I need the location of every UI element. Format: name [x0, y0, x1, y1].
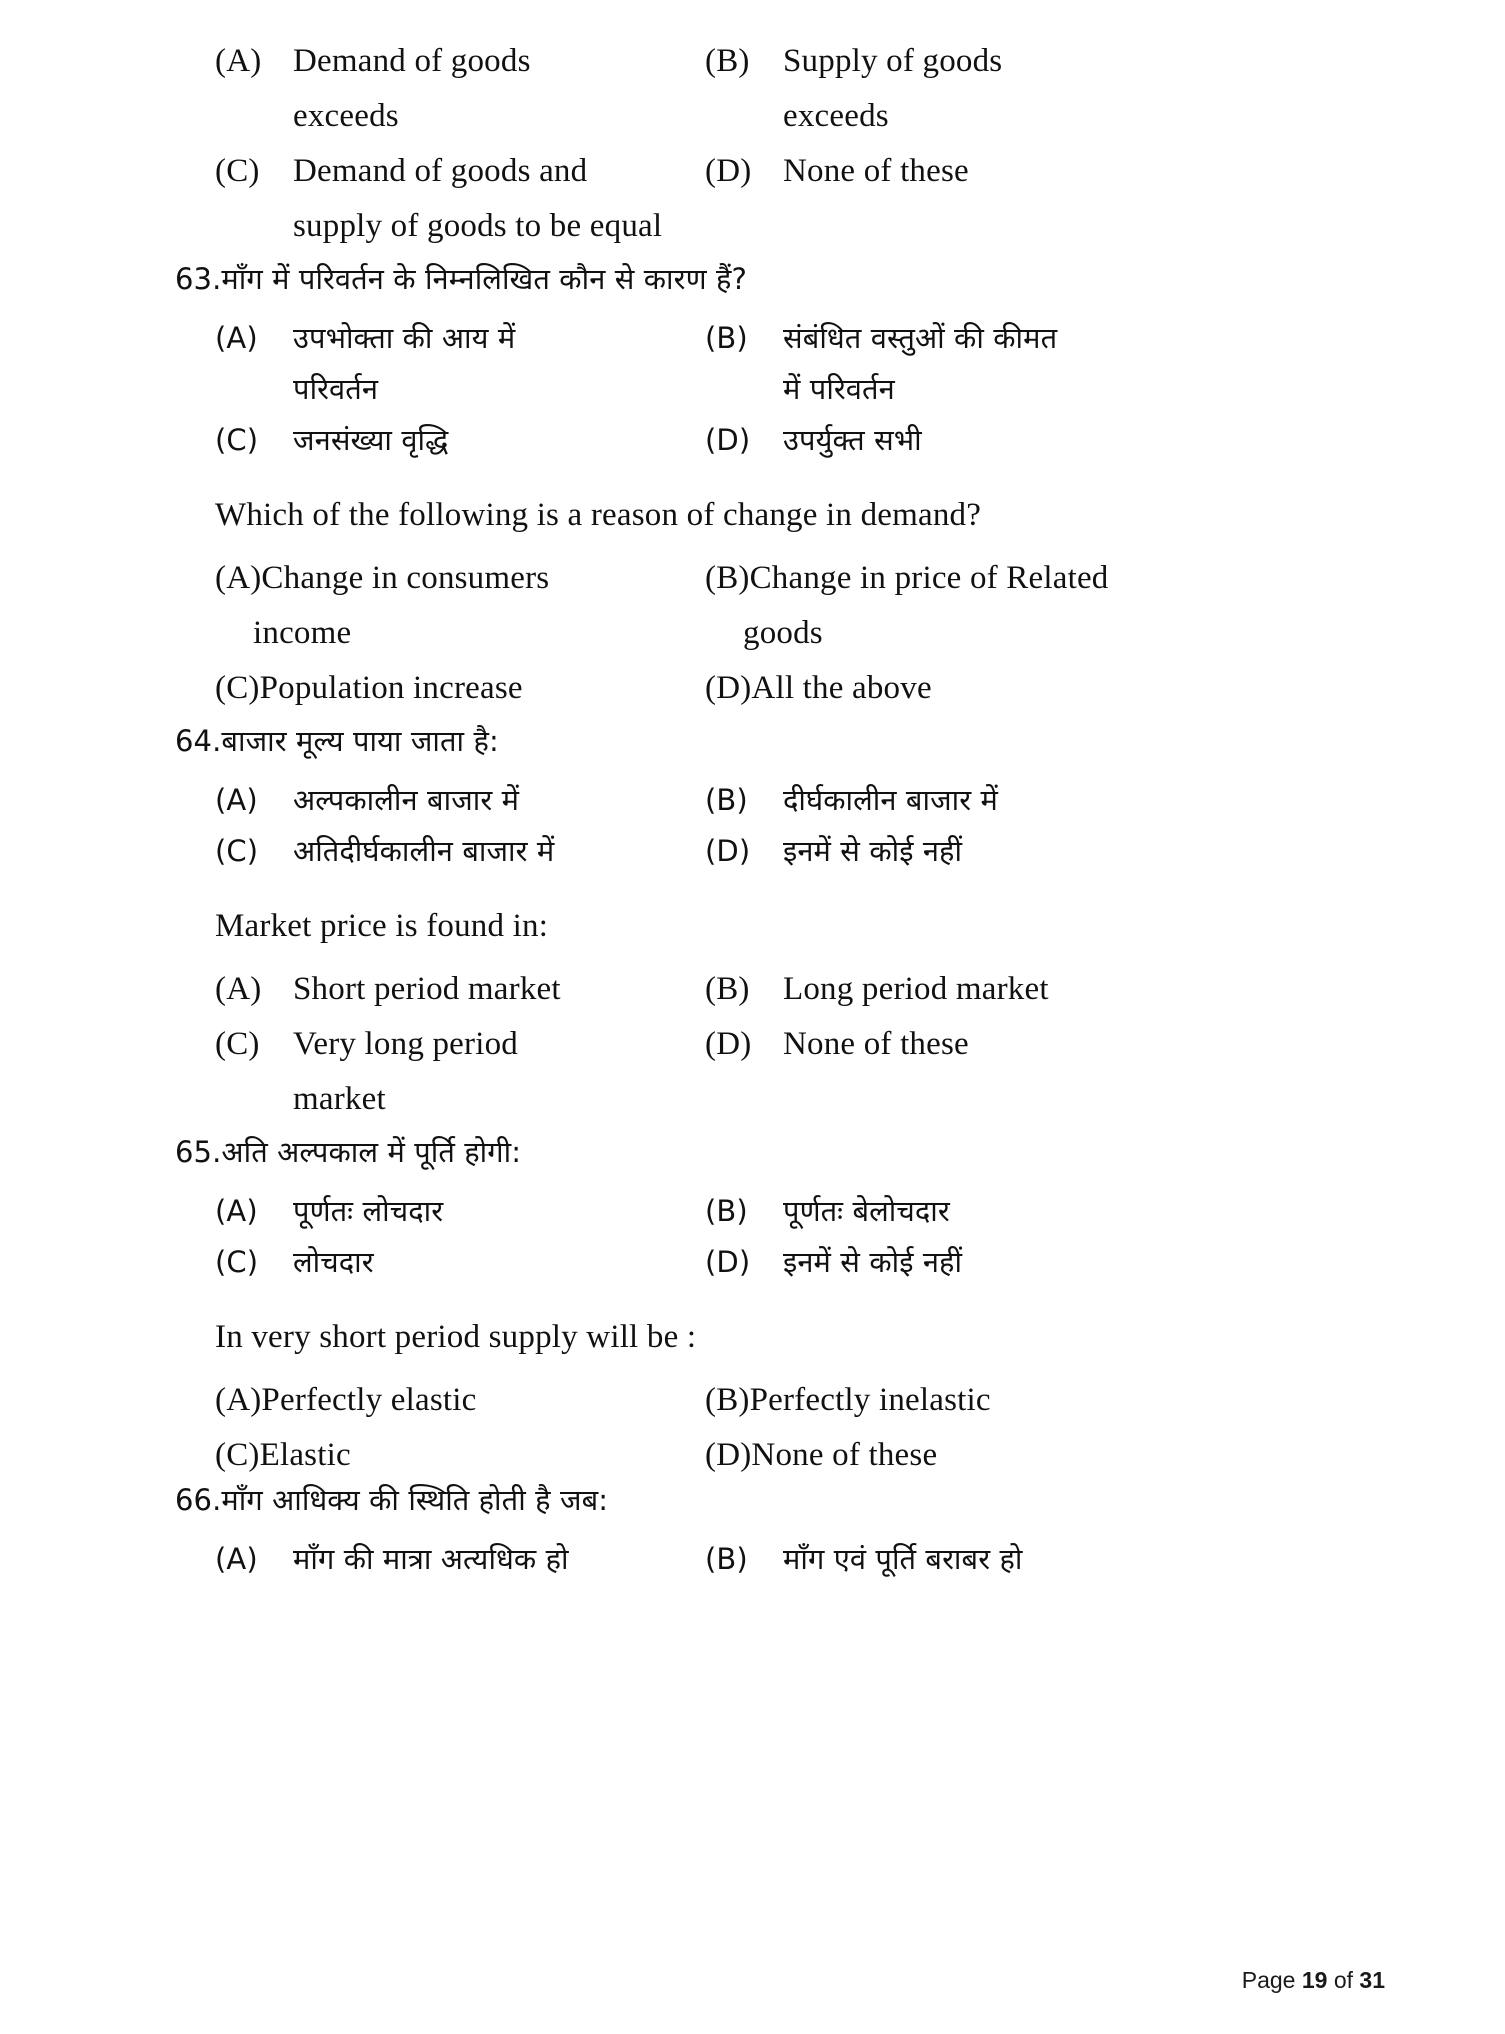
footer-prefix: Page — [1241, 1967, 1302, 1993]
option-label-d: (D) — [705, 834, 751, 868]
option-label-c: (C) — [215, 1245, 259, 1279]
option-text-b: Perfectly inelastic — [749, 1382, 991, 1418]
option-c[interactable] — [215, 672, 665, 705]
question-62-options-wrap — [175, 100, 1385, 133]
option-text-c: अतिदीर्घकालीन बाजार में — [293, 834, 555, 868]
option-label-b: (B) — [705, 560, 750, 596]
option-b-continuation: exceeds — [783, 98, 889, 134]
option-a[interactable] — [215, 562, 665, 595]
option-d[interactable] — [705, 1028, 1385, 1061]
option-a[interactable] — [215, 783, 665, 817]
option-label-b: (B) — [705, 1194, 748, 1228]
option-label-a: (A) — [215, 560, 262, 596]
question-64-english-options-cd — [175, 1028, 1385, 1061]
option-label-a: (A) — [215, 1194, 258, 1228]
question-65-hindi-options-cd — [175, 1245, 1385, 1279]
option-text-c: Very long period — [293, 1026, 518, 1062]
question-63-english-options-cd — [175, 672, 1385, 705]
option-label-b: (B) — [705, 971, 750, 1007]
option-label-a: (A) — [215, 783, 258, 817]
option-text-a: Short period market — [293, 971, 561, 1007]
option-text-b: Change in price of Related — [749, 560, 1109, 596]
option-label-c: (C) — [215, 670, 260, 706]
option-text-c: Elastic — [259, 1437, 351, 1473]
option-d[interactable] — [705, 834, 1385, 868]
question-62-options — [175, 45, 1385, 78]
option-text-a: Demand of goods — [293, 43, 531, 79]
option-label-a: (A) — [215, 43, 262, 79]
option-d[interactable] — [705, 423, 1385, 457]
question-66-hindi-options-ab — [175, 1542, 1385, 1576]
option-b[interactable] — [705, 321, 1385, 355]
option-text-a: पूर्णतः लोचदार — [293, 1194, 444, 1228]
question-64-text-hindi: बाजार मूल्य पाया जाता है: — [221, 724, 499, 758]
question-62-options-c-wrap — [175, 210, 1385, 243]
question-63-hindi-options-ab — [175, 321, 1385, 355]
option-text-d: All the above — [751, 670, 932, 706]
option-text-b: संबंधित वस्तुओं की कीमत — [783, 321, 1058, 355]
option-text-c: Demand of goods and — [293, 153, 588, 189]
option-label-c: (C) — [215, 834, 259, 868]
option-text-d: None of these — [783, 1026, 969, 1062]
option-label-d: (D) — [705, 670, 752, 706]
option-a[interactable] — [215, 973, 665, 1006]
question-63-stem-hindi — [175, 262, 1385, 296]
option-a-continuation: परिवर्तन — [293, 372, 379, 406]
option-label-a: (A) — [215, 1542, 258, 1576]
option-a[interactable] — [215, 45, 665, 78]
option-d[interactable] — [705, 1439, 1385, 1472]
option-text-a: माँग की मात्रा अत्यधिक हो — [293, 1542, 569, 1576]
option-label-a: (A) — [215, 321, 258, 355]
question-64-english-options-c-wrap — [175, 1083, 1385, 1116]
option-c[interactable] — [215, 1028, 665, 1061]
option-label-b: (B) — [705, 43, 750, 79]
option-c[interactable] — [215, 1439, 665, 1472]
question-64-hindi-options-ab — [175, 783, 1385, 817]
option-label-b: (B) — [705, 1382, 750, 1418]
option-label-c: (C) — [215, 1437, 260, 1473]
option-c[interactable] — [215, 423, 665, 457]
option-b[interactable] — [705, 562, 1385, 595]
option-c[interactable] — [215, 1245, 665, 1279]
question-65-number: 65. — [175, 1135, 222, 1169]
question-64-hindi-options-cd — [175, 834, 1385, 868]
question-65-hindi-options-ab — [175, 1194, 1385, 1228]
question-64-number: 64. — [175, 724, 222, 758]
question-66-stem-hindi — [175, 1483, 1385, 1517]
question-65-stem-english: In very short period supply will be : — [215, 1319, 697, 1355]
question-63-english-options-ab-wrap — [175, 617, 1385, 650]
option-text-a: Perfectly elastic — [261, 1382, 477, 1418]
option-a-continuation: income — [253, 615, 352, 651]
option-d[interactable] — [705, 1245, 1385, 1279]
option-b[interactable] — [705, 1542, 1385, 1576]
option-b[interactable] — [705, 973, 1385, 1006]
option-a[interactable] — [215, 1542, 665, 1576]
option-d[interactable] — [705, 672, 1385, 705]
option-b[interactable] — [705, 45, 1385, 78]
option-text-d: इनमें से कोई नहीं — [783, 834, 963, 868]
option-a[interactable] — [215, 321, 665, 355]
option-text-b: Supply of goods — [783, 43, 1003, 79]
question-63-english-options-ab — [175, 562, 1385, 595]
question-64-stem-english: Market price is found in: — [215, 908, 549, 944]
option-label-b: (B) — [705, 1542, 748, 1576]
option-text-b: दीर्घकालीन बाजार में — [783, 783, 998, 817]
footer-total-pages: 31 — [1359, 1967, 1385, 1993]
option-text-d: उपर्युक्त सभी — [783, 423, 922, 457]
question-63-number: 63. — [175, 262, 222, 296]
option-text-a: अल्पकालीन बाजार में — [293, 783, 520, 817]
option-text-b: Long period market — [783, 971, 1049, 1007]
option-text-c: लोचदार — [293, 1245, 374, 1279]
option-text-d: None of these — [783, 153, 969, 189]
option-c-continuation: supply of goods to be equal — [293, 208, 663, 244]
question-63-stem-english: Which of the following is a reason of change in demand? — [215, 497, 982, 533]
option-c-continuation: market — [293, 1081, 386, 1117]
option-text-b: पूर्णतः बेलोचदार — [783, 1194, 950, 1228]
option-a-continuation: exceeds — [293, 98, 399, 134]
footer-middle: of — [1327, 1967, 1360, 1993]
option-d[interactable] — [705, 155, 1385, 188]
question-65-text-hindi: अति अल्पकाल में पूर्ति होगी: — [221, 1135, 522, 1169]
option-label-b: (B) — [705, 783, 748, 817]
option-label-c: (C) — [215, 153, 260, 189]
option-label-d: (D) — [705, 1437, 752, 1473]
option-b[interactable] — [705, 1384, 1385, 1417]
question-64-english-options-ab — [175, 973, 1385, 1006]
option-label-d: (D) — [705, 1245, 751, 1279]
option-label-a: (A) — [215, 971, 262, 1007]
question-65-english-options-cd — [175, 1439, 1385, 1472]
option-text-c: Population increase — [259, 670, 523, 706]
option-b[interactable] — [705, 1194, 1385, 1228]
option-a[interactable] — [215, 1384, 665, 1417]
option-label-b: (B) — [705, 321, 748, 355]
option-text-c: जनसंख्या वृद्धि — [293, 423, 449, 457]
option-b-continuation: में परिवर्तन — [783, 372, 895, 406]
option-label-d: (D) — [705, 1026, 752, 1062]
option-text-d: None of these — [751, 1437, 938, 1473]
question-63-hindi-options-ab-wrap — [175, 372, 1385, 406]
option-text-a: उपभोक्ता की आय में — [293, 321, 516, 355]
option-text-d: इनमें से कोई नहीं — [783, 1245, 963, 1279]
option-c[interactable] — [215, 155, 665, 188]
option-label-a: (A) — [215, 1382, 262, 1418]
question-64-stem-hindi — [175, 724, 1385, 758]
option-text-b: माँग एवं पूर्ति बराबर हो — [783, 1542, 1023, 1576]
footer-current-page: 19 — [1301, 1967, 1328, 1993]
question-63-hindi-options-cd — [175, 423, 1385, 457]
option-label-c: (C) — [215, 423, 259, 457]
option-label-d: (D) — [705, 423, 751, 457]
page-footer — [1242, 1967, 1385, 1994]
option-b[interactable] — [705, 783, 1385, 817]
question-66-text-hindi: माँग आधिक्य की स्थिति होती है जब: — [221, 1483, 609, 1517]
question-65-english-options-ab — [175, 1384, 1385, 1417]
option-c[interactable] — [215, 834, 665, 868]
question-66-number: 66. — [175, 1483, 222, 1517]
question-63-text-hindi: माँग में परिवर्तन के निम्नलिखित कौन से कारण हैं? — [221, 262, 747, 296]
option-label-c: (C) — [215, 1026, 260, 1062]
option-a[interactable] — [215, 1194, 665, 1228]
option-text-a: Change in consumers — [261, 560, 550, 596]
question-62-options-cd — [175, 155, 1385, 188]
option-label-d: (D) — [705, 153, 752, 189]
question-65-stem-hindi — [175, 1135, 1385, 1169]
option-b-continuation: goods — [743, 615, 823, 651]
